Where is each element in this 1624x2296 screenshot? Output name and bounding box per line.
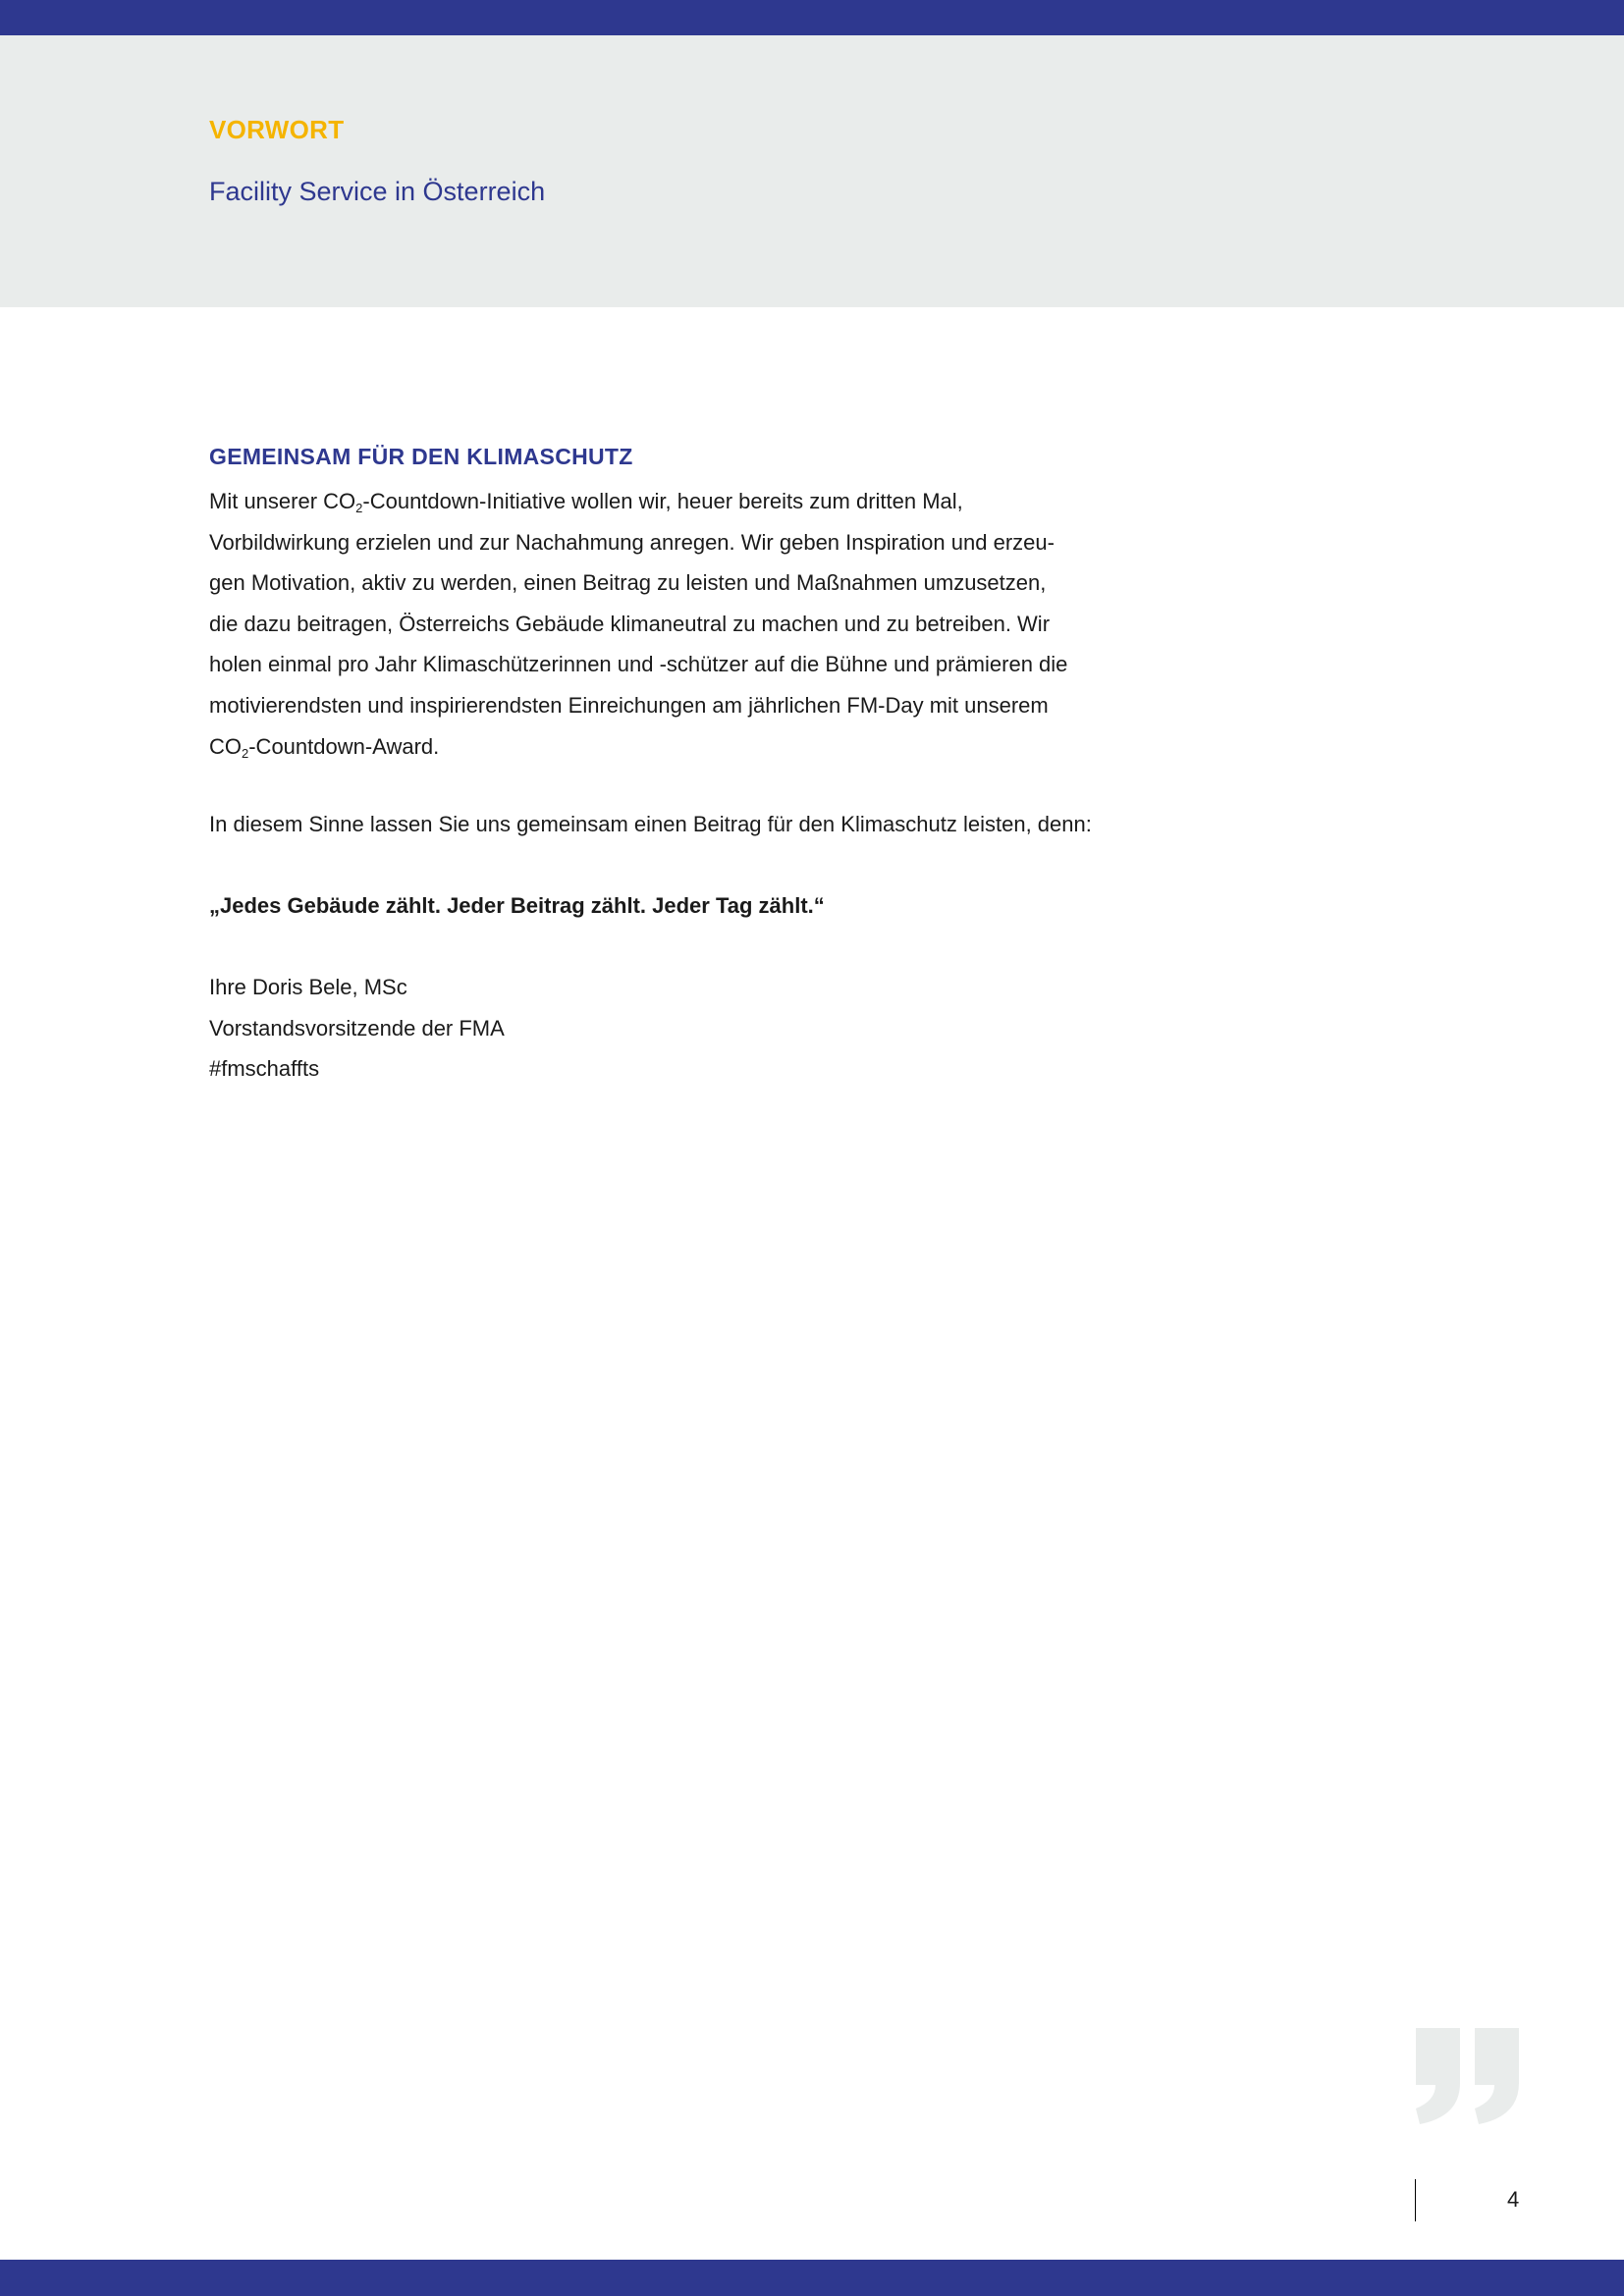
section-heading: GEMEINSAM FÜR DEN KLIMASCHUTZ [209,444,633,469]
text: -Countdown-Initiative wollen wir, heuer bereits zum dritten Mal, [362,489,963,513]
quote-mark-right-shape [1475,2028,1519,2124]
body-line [209,726,1067,768]
section-kicker: VORWORT [209,115,345,144]
body-line: holen einmal pro Jahr Klimaschützerinnen und -schützer auf die Bühne und prämieren die [209,652,1068,677]
text: CO [209,733,242,759]
text: -Countdown-Award. [248,733,440,759]
body-paragraph [209,481,1067,767]
quote-mark-left-shape [1416,2028,1460,2124]
subscript: 2 [242,745,249,761]
quote-mark-icon [1414,2022,1522,2126]
text: Mit unserer CO [209,489,356,513]
signature-hashtag: #fmschaffts [209,1056,320,1081]
bottom-brand-bar [0,2260,1624,2296]
body-line: motivierendsten und inspirierendsten Einreichungen am jährlichen FM-Day mit unserem [209,692,1049,718]
signature-name: Ihre Doris Bele, MSc [209,975,407,999]
body-line: gen Motivation, aktiv zu werden, einen Beitrag zu leisten und Maßnahmen umzusetzen, [209,570,1047,596]
page-number: 4 [1507,2187,1520,2212]
closing-sentence: In diesem Sinne lassen Sie uns gemeinsam einen Beitrag für den Klimaschutz leisten, denn: [209,812,1092,836]
body-line: Vorbildwirkung erzielen und zur Nachahmung anregen. Wir geben Inspiration und erzeu- [209,529,1055,555]
motto-quote: „Jedes Gebäude zählt. Jeder Beitrag zählt. Jeder Tag zählt.“ [209,893,825,918]
top-brand-bar [0,0,1624,35]
page-subtitle: Facility Service in Österreich [209,177,546,206]
body-line: die dazu beitragen, Österreichs Gebäude klimaneutral zu machen und zu betreiben. Wir [209,611,1051,636]
footer-divider [1415,2179,1416,2221]
subscript: 2 [355,501,363,515]
signature-title: Vorstandsvorsitzende der FMA [209,1016,505,1041]
body-line [209,481,1067,522]
page-header [0,35,1624,307]
